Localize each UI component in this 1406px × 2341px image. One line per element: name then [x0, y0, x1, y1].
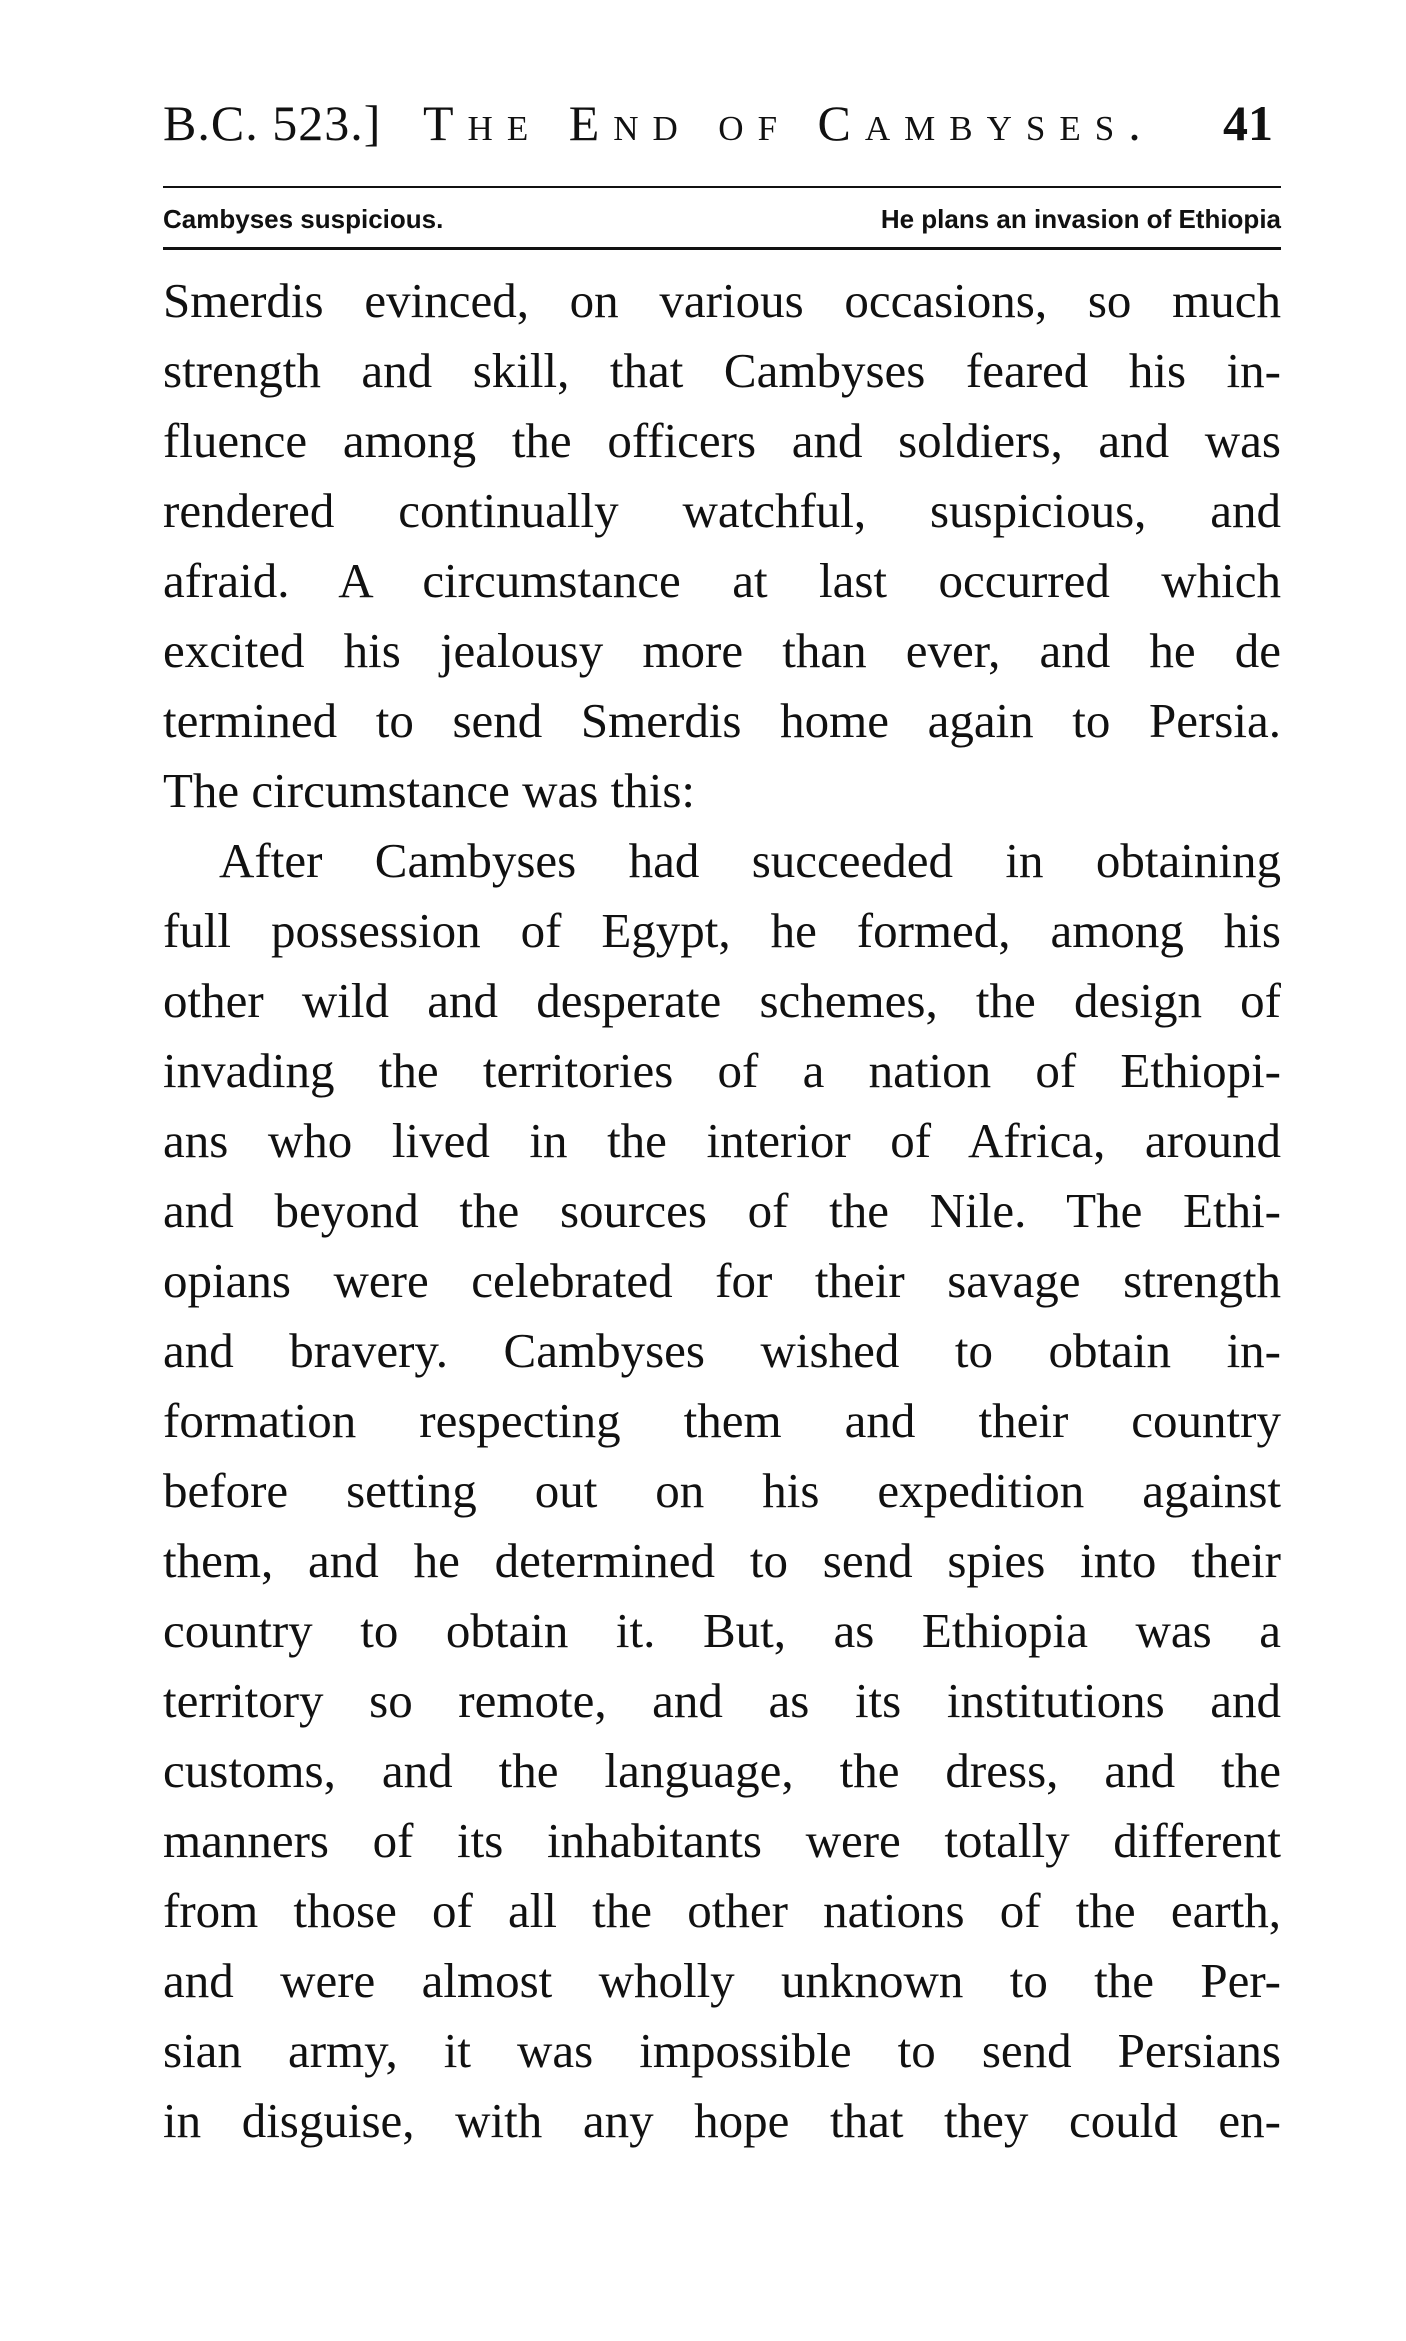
body-text: [163, 266, 1281, 2156]
text-line: rendered continually watchful, suspicious, and: [163, 483, 1281, 538]
text-line: and beyond the sources of the Nile. The Ethi-: [163, 1183, 1281, 1238]
header-date: B.C. 523.]: [163, 95, 382, 151]
text-line: other wild and desperate schemes, the design of: [163, 973, 1281, 1028]
text-line: them, and he determined to send spies into their: [163, 1533, 1281, 1588]
text-line: sian army, it was impossible to send Persians: [163, 2023, 1281, 2078]
running-head: [163, 88, 1281, 158]
text-line: formation respecting them and their country: [163, 1393, 1281, 1448]
text-line: from those of all the other nations of the earth,: [163, 1883, 1281, 1938]
text-line: strength and skill, that Cambyses feared his in-: [163, 343, 1281, 398]
text-line: territory so remote, and as its institutions and: [163, 1673, 1281, 1728]
text-line: full possession of Egypt, he formed, among his: [163, 903, 1281, 958]
text-line: The circumstance was this:: [163, 763, 696, 818]
text-line: termined to send Smerdis home again to Persia.: [163, 693, 1281, 748]
text-line: country to obtain it. But, as Ethiopia was a: [163, 1603, 1281, 1658]
page-number: 41: [1223, 95, 1273, 151]
text-line: afraid. A circumstance at last occurred which: [163, 553, 1281, 608]
text-line: customs, and the language, the dress, and the: [163, 1743, 1281, 1798]
text-line: invading the territories of a nation of Ethiopi-: [163, 1043, 1281, 1098]
text-line: opians were celebrated for their savage strength: [163, 1253, 1281, 1308]
side-note-right: He plans an invasion of Ethiopia: [880, 204, 1281, 234]
header-rule-top: [163, 186, 1281, 188]
side-note-left: Cambyses suspicious.: [163, 204, 444, 234]
text-line: and bravery. Cambyses wished to obtain in-: [163, 1323, 1281, 1378]
text-line: and were almost wholly unknown to the Per-: [163, 1953, 1281, 2008]
text-line: excited his jealousy more than ever, and he de: [163, 623, 1281, 678]
text-line: before setting out on his expedition against: [163, 1463, 1281, 1518]
header-rule-bottom: [163, 247, 1281, 250]
text-line: After Cambyses had succeeded in obtaining: [219, 833, 1281, 888]
text-line: in disguise, with any hope that they could en-: [163, 2093, 1281, 2148]
text-line: fluence among the officers and soldiers, and was: [163, 413, 1281, 468]
side-notes: [163, 196, 1281, 242]
header-title: The End of Cambyses.: [423, 95, 1155, 151]
text-line: Smerdis evinced, on various occasions, so much: [163, 273, 1281, 328]
text-line: manners of its inhabitants were totally different: [163, 1813, 1281, 1868]
text-line: ans who lived in the interior of Africa, around: [163, 1113, 1281, 1168]
